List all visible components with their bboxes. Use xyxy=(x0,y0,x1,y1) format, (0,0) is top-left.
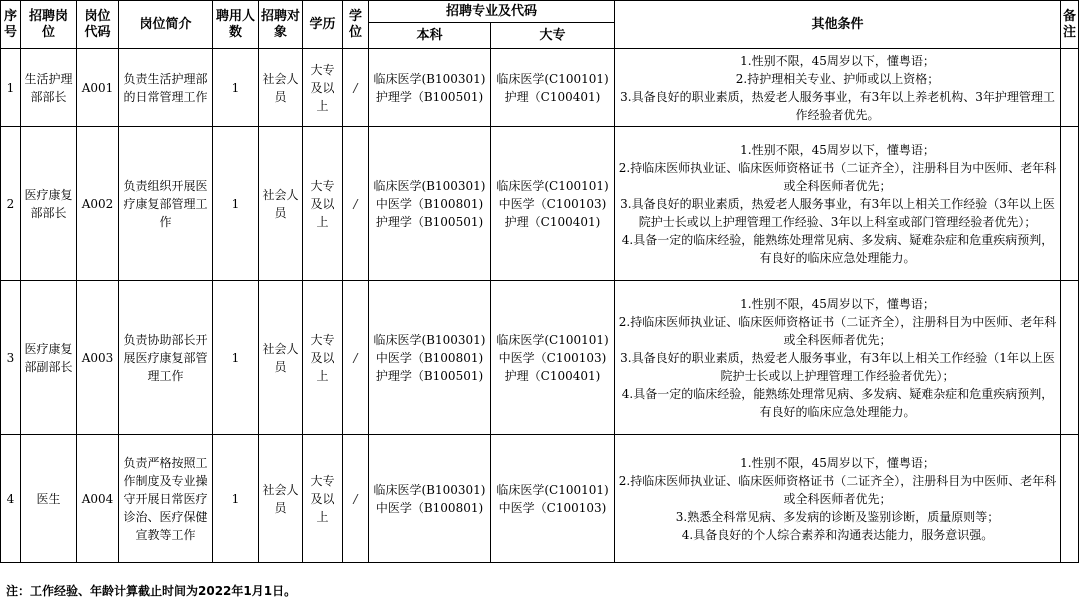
undergrad-line: 护理学（B100501) xyxy=(375,89,484,104)
cell-remarks xyxy=(1061,435,1079,563)
table-row xyxy=(1,49,1079,127)
cell-code: A003 xyxy=(77,281,119,435)
college-line: 护理（C100401) xyxy=(504,214,601,229)
cell-undergrad xyxy=(369,49,491,127)
cell-degree: / xyxy=(343,127,369,281)
header-degree: 学位 xyxy=(343,1,369,49)
cell-target: 社会人员 xyxy=(259,127,303,281)
cell-count: 1 xyxy=(213,49,259,127)
college-line: 中医学（C100103) xyxy=(498,500,607,515)
cell-position: 医生 xyxy=(21,435,77,563)
cell-conditions xyxy=(615,281,1061,435)
header-major-group: 招聘专业及代码 xyxy=(369,1,615,23)
header-remarks: 备注 xyxy=(1061,1,1079,49)
condition-item: 4.具备一定的临床经验，能熟练处理常见病、多发病、疑难杂症和危重疾病预判，有良好的临床应急处理能力。 xyxy=(621,232,1054,265)
cell-seq: 3 xyxy=(1,281,21,435)
cell-desc: 负责严格按照工作制度及专业操守开展日常医疗诊治、医疗保健宣教等工作 xyxy=(119,435,213,563)
cell-conditions xyxy=(615,49,1061,127)
cell-degree: / xyxy=(343,49,369,127)
cell-desc: 负责协助部长开展医疗康复部管理工作 xyxy=(119,281,213,435)
cell-desc: 负责生活护理部的日常管理工作 xyxy=(119,49,213,127)
college-line: 护理（C100401) xyxy=(504,368,601,383)
table-row xyxy=(1,127,1079,281)
undergrad-line: 中医学（B100801) xyxy=(375,500,484,515)
condition-item: 1.性别不限，45周岁以下，懂粤语； xyxy=(740,455,935,470)
cell-count: 1 xyxy=(213,127,259,281)
cell-position: 医疗康复部部长 xyxy=(21,127,77,281)
college-line: 临床医学(C100101) xyxy=(496,482,609,497)
undergrad-line: 中医学（B100801) xyxy=(375,196,484,211)
condition-item: 3.具备良好的职业素质，热爱老人服务事业，有3年以上相关工作经验（1年以上医院护士长或以上护理管理工作经验者优先）； xyxy=(620,350,1055,383)
header-target: 招聘对象 xyxy=(259,1,303,49)
undergrad-line: 护理学（B100501) xyxy=(375,214,484,229)
undergrad-line: 临床医学(B100301) xyxy=(373,71,486,86)
table-row xyxy=(1,281,1079,435)
header-seq: 序号 xyxy=(1,1,21,49)
cell-code: A002 xyxy=(77,127,119,281)
condition-item: 1.性别不限，45周岁以下，懂粤语； xyxy=(740,53,935,68)
cell-code: A004 xyxy=(77,435,119,563)
cell-desc: 负责组织开展医疗康复部管理工作 xyxy=(119,127,213,281)
cell-college xyxy=(491,49,615,127)
college-line: 中医学（C100103) xyxy=(498,350,607,365)
undergrad-line: 临床医学(B100301) xyxy=(373,332,486,347)
cell-conditions xyxy=(615,435,1061,563)
cell-position: 生活护理部部长 xyxy=(21,49,77,127)
college-line: 临床医学(C100101) xyxy=(496,178,609,193)
cell-education: 大专及以上 xyxy=(303,49,343,127)
college-line: 临床医学(C100101) xyxy=(496,332,609,347)
cell-education: 大专及以上 xyxy=(303,281,343,435)
cell-position: 医疗康复部副部长 xyxy=(21,281,77,435)
cell-education: 大专及以上 xyxy=(303,435,343,563)
cell-degree: / xyxy=(343,281,369,435)
cell-degree: / xyxy=(343,435,369,563)
college-line: 中医学（C100103) xyxy=(498,196,607,211)
undergrad-line: 临床医学(B100301) xyxy=(373,482,486,497)
header-code: 岗位代码 xyxy=(77,1,119,49)
cell-college xyxy=(491,435,615,563)
cell-count: 1 xyxy=(213,435,259,563)
cell-seq: 1 xyxy=(1,49,21,127)
college-line: 临床医学(C100101) xyxy=(496,71,609,86)
condition-item: 1.性别不限，45周岁以下，懂粤语； xyxy=(740,142,935,157)
condition-item: 3.具备良好的职业素质，热爱老人服务事业，有3年以上养老机构、3年护理管理工作经验者优先。 xyxy=(620,89,1055,122)
undergrad-line: 中医学（B100801) xyxy=(375,350,484,365)
undergrad-line: 临床医学(B100301) xyxy=(373,178,486,193)
condition-item: 1.性别不限，45周岁以下，懂粤语； xyxy=(740,296,935,311)
cell-seq: 4 xyxy=(1,435,21,563)
header-desc: 岗位简介 xyxy=(119,1,213,49)
condition-item: 3.熟悉全科常见病、多发病的诊断及鉴别诊断，质量原则等； xyxy=(675,509,1000,524)
header-count: 聘用人数 xyxy=(213,1,259,49)
header-education: 学历 xyxy=(303,1,343,49)
condition-item: 2.持护理相关专业、护师或以上资格； xyxy=(735,71,940,86)
cell-target: 社会人员 xyxy=(259,281,303,435)
header-position: 招聘岗位 xyxy=(21,1,77,49)
cell-conditions xyxy=(615,127,1061,281)
cell-undergrad xyxy=(369,127,491,281)
cell-college xyxy=(491,281,615,435)
condition-item: 2.持临床医师执业证、临床医师资格证书（二证齐全），注册科目为中医师、老年科或全科医师者优先； xyxy=(618,160,1057,193)
condition-item: 2.持临床医师执业证、临床医师资格证书（二证齐全），注册科目为中医师、老年科或全科医师者优先； xyxy=(618,314,1057,347)
condition-item: 4.具备良好的个人综合素养和沟通表达能力，服务意识强。 xyxy=(681,527,994,542)
college-line: 护理（C100401) xyxy=(504,89,601,104)
cell-undergrad xyxy=(369,435,491,563)
cell-code: A001 xyxy=(77,49,119,127)
condition-item: 3.具备良好的职业素质，热爱老人服务事业，有3年以上相关工作经验（3年以上医院护士长或以上护理管理工作经验、3年以上科室或部门管理经验者优先）； xyxy=(620,196,1055,229)
cell-remarks xyxy=(1061,49,1079,127)
cell-undergrad xyxy=(369,281,491,435)
cell-count: 1 xyxy=(213,281,259,435)
cell-seq: 2 xyxy=(1,127,21,281)
header-undergrad: 本科 xyxy=(369,23,491,49)
condition-item: 4.具备一定的临床经验，能熟练处理常见病、多发病、疑难杂症和危重疾病预判，有良好的临床应急处理能力。 xyxy=(621,386,1054,419)
header-conditions: 其他条件 xyxy=(615,1,1061,49)
cell-remarks xyxy=(1061,281,1079,435)
cell-remarks xyxy=(1061,127,1079,281)
header-college: 大专 xyxy=(491,23,615,49)
undergrad-line: 护理学（B100501) xyxy=(375,368,484,383)
cell-target: 社会人员 xyxy=(259,49,303,127)
footnote: 注：工作经验、年龄计算截止时间为2022年1月1日。 xyxy=(6,584,297,598)
cell-college xyxy=(491,127,615,281)
condition-item: 2.持临床医师执业证、临床医师资格证书（二证齐全），注册科目为中医师、老年科或全科医师者优先； xyxy=(618,473,1057,506)
cell-target: 社会人员 xyxy=(259,435,303,563)
table-row xyxy=(1,435,1079,563)
cell-education: 大专及以上 xyxy=(303,127,343,281)
